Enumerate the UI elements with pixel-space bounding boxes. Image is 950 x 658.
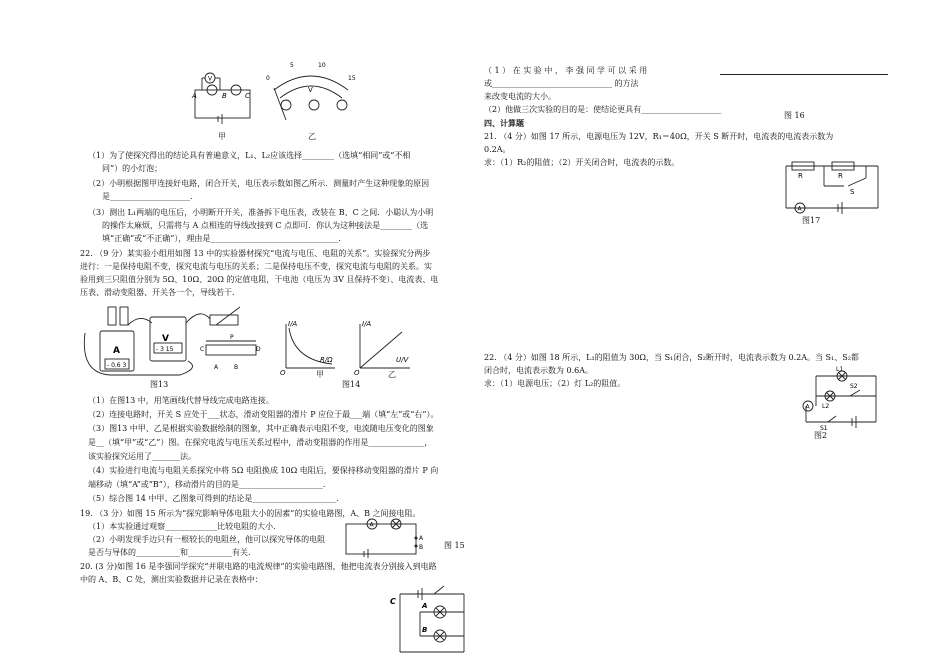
svg-text:U/V: U/V xyxy=(396,356,409,364)
q19-line1: 19. （3 分）如图 15 所示为“探究影响导体电阻大小的因素”的实验电路图，A、B 之间接电阻。 xyxy=(80,509,421,518)
figure-jia-caption: 甲 xyxy=(218,132,226,141)
svg-text:S1: S1 xyxy=(820,425,828,432)
svg-text:S2: S2 xyxy=(850,383,858,390)
svg-text:0: 0 xyxy=(266,75,270,82)
svg-text:B: B xyxy=(234,364,239,371)
svg-text:A: A xyxy=(214,364,219,371)
figure-16-circuit xyxy=(390,574,470,658)
q22-part4-line2: 端移动（填“A”或“B”），移动滑片的目的是_____________________. xyxy=(88,480,326,489)
q20-right-line1: （ 1 ） 在 实 验 中 ， 李 强 同 学 可 以 采 用 xyxy=(484,66,648,75)
svg-text:- 3 15: - 3 15 xyxy=(156,346,174,353)
svg-text:A: A xyxy=(805,403,810,411)
figure-17-caption: 图17 xyxy=(802,216,821,225)
q21-line3: 求：（1）R₂的阻值；（2）开关闭合时，电流表的示数。 xyxy=(484,158,680,167)
svg-text:O: O xyxy=(354,369,360,377)
q21-line1: 21. （4 分）如图 17 所示，电源电压为 12V，R₁＝40Ω，开关 S 断开时，电流表的电流表示数为 xyxy=(484,132,834,141)
svg-text:A: A xyxy=(369,521,374,529)
question-3-line3: 填“正确”或“不正确”），理由是________________________________． xyxy=(102,234,347,243)
q19-line3: （2）小明发现手边只有一根较长的电阻丝，他可以探究导体的电阻 xyxy=(88,535,326,544)
figure-yi-caption: 乙 xyxy=(308,132,316,141)
svg-text:15: 15 xyxy=(348,75,356,82)
svg-text:L1: L1 xyxy=(836,366,844,373)
q22r-line3: 求：（1）电源电压；（2）灯 L₂的阻值。 xyxy=(484,379,626,388)
q22-part1: （1）在图13 中，用笔画线代替导线完成电路连接。 xyxy=(88,396,274,405)
question-1-line2: 同”）的小灯泡； xyxy=(102,164,163,173)
figure-16-caption: 图 16 xyxy=(784,111,805,120)
svg-text:I/A: I/A xyxy=(362,320,372,328)
q19-line2: （1）本实验通过观察_____________比较电阻的大小. xyxy=(88,522,276,531)
question-1-line1: （1）为了使探究得出的结论具有普遍意义，L₁、L₂应该选择________（选填“相同”或“不相 xyxy=(88,151,411,160)
svg-text:R/Ω: R/Ω xyxy=(320,356,333,364)
q22-part2: （2）连接电路时，开关 S 应处于___状态，滑动变阻器的滑片 P 应位于最___端（填“左”或“右”）。 xyxy=(88,410,439,419)
figure-13-caption: 图13 xyxy=(150,380,169,389)
section-title: 四、计算题 xyxy=(484,118,524,128)
svg-text:L2: L2 xyxy=(822,403,830,410)
q20-line1: 20. (3 分)如图 16 是李强同学探究“并联电路的电流规律”的实验电路图，他把电流表分别接入到电路 xyxy=(80,562,437,571)
svg-text:I/A: I/A xyxy=(288,320,298,328)
q21-line2: 0.2A。 xyxy=(484,145,511,154)
figure-14-caption: 图14 xyxy=(342,380,361,389)
svg-text:5: 5 xyxy=(290,62,294,69)
q22-part3-line2: 是__（填“甲”或“乙”）图。在探究电流与电压关系过程中，滑动变阻器的作用是______________， xyxy=(88,438,433,447)
figure-14-jia: 甲 xyxy=(316,370,324,379)
q22-intro-4: 压表、滑动变阻器、开关各一个，导线若干. xyxy=(80,288,235,297)
answer-blank xyxy=(720,74,888,75)
figure-17-circuit xyxy=(782,158,882,216)
figure-13-apparatus xyxy=(80,303,270,379)
q22-part5: （5）综合图 14 中甲、乙图象可得到的结论是_____________________. xyxy=(88,494,339,503)
figure-18-caption: 图2 xyxy=(814,431,828,440)
svg-text:C: C xyxy=(390,597,396,606)
figure-18-circuit xyxy=(802,366,882,430)
svg-text:A: A xyxy=(419,535,424,542)
figure-jia-circuit xyxy=(190,70,250,130)
svg-text:V: V xyxy=(308,86,313,94)
svg-text:R: R xyxy=(838,172,843,180)
q20-right-line4: （2）他做三次实验的目的是：使结论更具有____________________ xyxy=(484,105,722,114)
svg-text:O: O xyxy=(280,369,286,377)
svg-text:P: P xyxy=(230,334,234,341)
q22-intro-3: 验用到三只阻值分别为 5Ω、10Ω、20Ω 的定值电阻，干电池（电压为 3V 且保持不变）、电流表、电 xyxy=(80,275,439,284)
q22-part4-line1: （4）实验进行电流与电阻关系探究中将 5Ω 电阻换成 10Ω 电阻后，要保持移动变阻器的滑片 P 向 xyxy=(88,466,439,475)
q22-part3-line3: 该实验探究运用了_______法。 xyxy=(88,452,196,461)
q20-right-line3: 来改变电流的大小。 xyxy=(484,92,556,101)
figure-14-yi: 乙 xyxy=(388,370,396,379)
svg-text:B: B xyxy=(222,92,227,100)
q22-part3-line1: （3）图13 中甲、乙是根据实验数据绘制的图象，其中正确表示电阻不变，电流随电压变化的图象 xyxy=(88,424,434,433)
figure-15-circuit xyxy=(342,518,432,558)
svg-text:B: B xyxy=(419,544,424,551)
svg-text:V: V xyxy=(208,75,213,83)
svg-text:D: D xyxy=(256,346,261,353)
svg-text:- 0.6 3: - 0.6 3 xyxy=(107,362,127,369)
question-2-line2: 是____________________． xyxy=(102,192,198,201)
svg-text:A: A xyxy=(422,602,428,610)
q19-line4: 是否与导体的___________和___________有关. xyxy=(88,548,251,557)
figure-14-graphs xyxy=(280,320,430,376)
q22-intro-2: 进行：一是保持电阻不变，探究电流与电压的关系；二是保持电压不变，探究电流与电阻的关系。实 xyxy=(80,262,432,271)
svg-text:A: A xyxy=(113,346,120,356)
figure-15-caption: 图 15 xyxy=(444,541,465,550)
q20-line2: 中的 A、B、C 处，测出实验数据并记录在表格中： xyxy=(80,575,263,584)
q22r-line1: 22. （4 分）如图 18 所示，L₁的阻值为 30Ω，当 S₁闭合，S₂断开时，电流表示数为 0.2A。当 S₁、S₂都 xyxy=(484,353,859,362)
svg-text:S: S xyxy=(850,188,855,196)
question-2-line1: （2）小明根据图甲连接好电路，闭合开关，电压表示数如图乙所示．测量时产生这种现象的原因 xyxy=(88,179,430,188)
question-3-line2: 的操作太麻烦，只需将与 A 点相连的导线改接到 C 点即可．你认为这种接法是________（选 xyxy=(102,221,429,230)
svg-text:C: C xyxy=(200,346,205,353)
svg-text:B: B xyxy=(422,626,428,634)
q22r-line2: 闭合时，电流表示数为 0.6A。 xyxy=(484,366,594,375)
q20-right-line2: 或______________________________ 的方法 xyxy=(484,79,639,88)
figure-yi-voltmeter xyxy=(264,60,359,130)
svg-text:A: A xyxy=(192,92,197,100)
question-3-line1: （3）测出 L₁两端的电压后，小明断开开关，准备拆下电压表，改装在 B、C 之间．小聪认为小明 xyxy=(88,208,434,217)
svg-text:C: C xyxy=(245,92,250,100)
svg-text:V: V xyxy=(162,334,169,344)
svg-text:A: A xyxy=(797,205,802,213)
svg-text:R: R xyxy=(798,172,803,180)
svg-text:10: 10 xyxy=(318,62,326,69)
q22-intro-1: 22. （9 分）某实验小组用如图 13 中的实验器材探究“电流与电压、电阻的关系”。实验探究分两步 xyxy=(80,249,431,258)
